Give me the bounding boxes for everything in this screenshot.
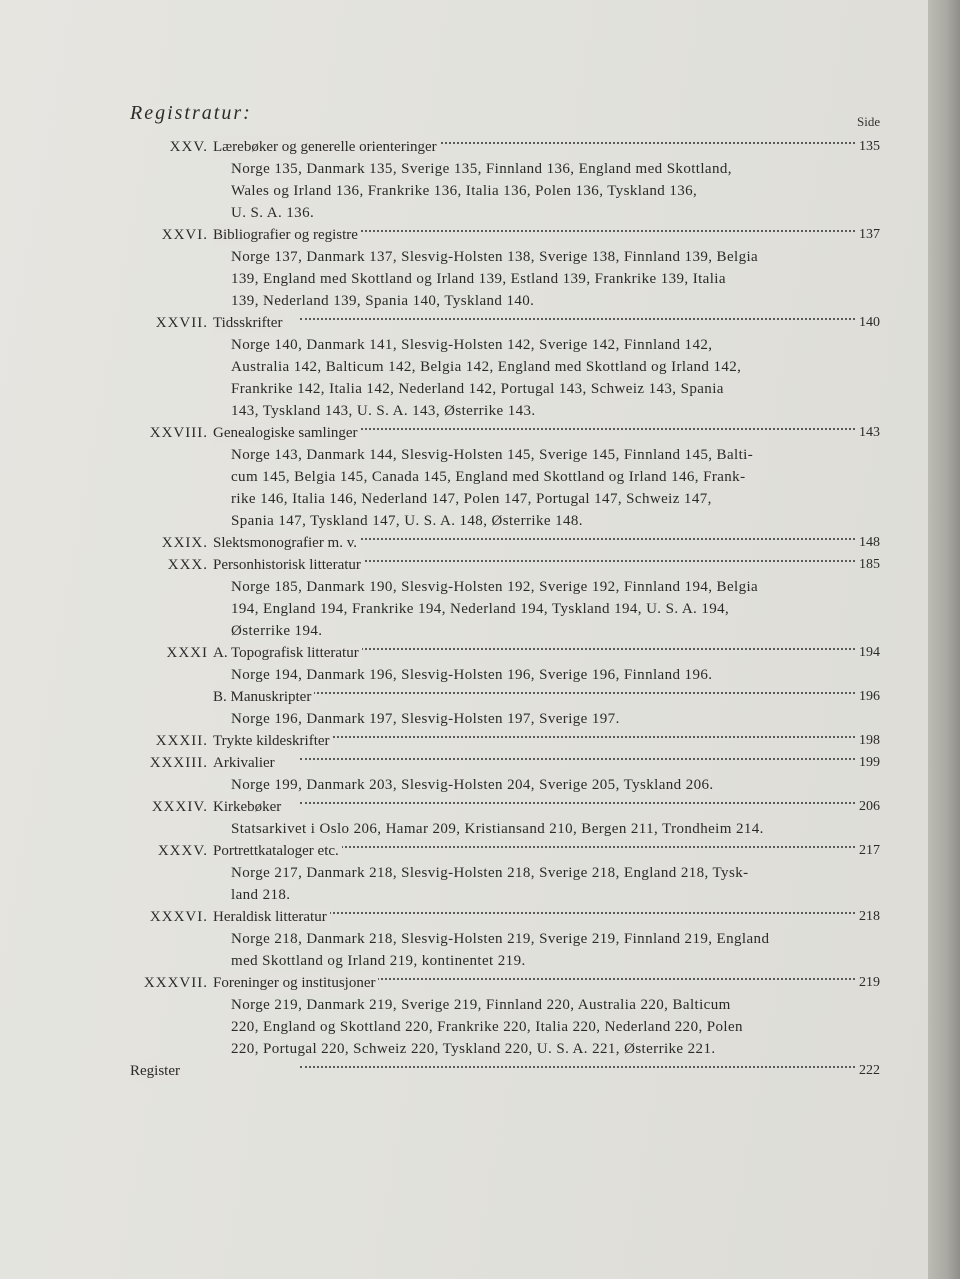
chapter-title: Personhistorisk litteratur — [213, 554, 364, 576]
chapter-title: Portrettkataloger etc. — [213, 840, 342, 862]
country-page-list: Norge 135, Danmark 135, Sverige 135, Finnland 136, England med Skottland, — [231, 161, 732, 177]
country-page-list: U. S. A. 136. — [231, 205, 315, 221]
toc-entry-line — [0, 422, 930, 444]
toc-entry — [0, 906, 930, 972]
dot-leader — [300, 318, 855, 320]
country-page-list: land 218. — [231, 887, 291, 903]
toc-entry — [0, 686, 930, 730]
chapter-title: Kirkebøker — [213, 796, 284, 818]
toc-entry — [0, 422, 930, 532]
page-number: 185 — [859, 557, 880, 572]
country-page-list: Norge 217, Danmark 218, Slesvig-Holsten 218, Sverige 218, England 218, Tysk- — [231, 865, 749, 881]
chapter-number: XXIX. — [161, 535, 208, 551]
country-page-list: Norge 218, Danmark 218, Slesvig-Holsten 219, Sverige 219, Finnland 219, England — [231, 931, 770, 947]
toc-entry — [0, 840, 930, 906]
page-heading: Registratur: — [130, 102, 252, 124]
chapter-title: Heraldisk litteratur — [213, 906, 330, 928]
toc-entry — [0, 642, 930, 686]
toc-entry — [0, 532, 930, 554]
chapter-number: XXXI — [166, 645, 208, 661]
country-page-list: Norge 219, Danmark 219, Sverige 219, Finnland 220, Australia 220, Balticum — [231, 997, 731, 1013]
toc-entry — [0, 752, 930, 796]
dot-leader — [300, 736, 855, 738]
toc-entry-line — [0, 136, 930, 158]
dot-leader — [300, 758, 855, 760]
toc-entry — [0, 224, 930, 312]
toc-entry — [0, 972, 930, 1060]
dot-leader — [300, 648, 855, 650]
country-page-list: Norge 185, Danmark 190, Slesvig-Holsten 192, Sverige 192, Finnland 194, Belgia — [231, 579, 759, 595]
dot-leader — [300, 692, 855, 694]
side-column-label: Side — [857, 114, 881, 129]
toc-entry-line — [0, 312, 930, 334]
toc-entry-line — [0, 224, 930, 246]
toc-entry-line — [0, 642, 930, 664]
page-number: 217 — [859, 843, 880, 858]
chapter-title: Bibliografier og registre — [213, 224, 361, 246]
country-page-list: cum 145, Belgia 145, Canada 145, England med Skottland og Irland 146, Frank- — [231, 469, 746, 485]
country-page-list: Norge 143, Danmark 144, Slesvig-Holsten 145, Sverige 145, Finnland 145, Balti- — [231, 447, 754, 463]
dot-leader — [300, 1066, 855, 1068]
country-page-list: 220, Portugal 220, Schweiz 220, Tyskland 220, U. S. A. 221, Østerrike 221. — [231, 1041, 716, 1057]
chapter-number: XXXV. — [157, 843, 208, 859]
country-page-list: Østerrike 194. — [231, 623, 323, 639]
toc-entry — [0, 730, 930, 752]
dot-leader — [300, 230, 855, 232]
chapter-title: B. Manuskripter — [213, 686, 314, 708]
toc-entry-register — [0, 1060, 930, 1082]
chapter-number: XXVII. — [155, 315, 208, 331]
country-page-list: 139, England med Skottland og Irland 139, Estland 139, Frankrike 139, Italia — [231, 271, 726, 287]
country-page-list: Statsarkivet i Oslo 206, Hamar 209, Kristiansand 210, Bergen 211, Trondheim 214. — [231, 821, 764, 837]
country-page-list: 143, Tyskland 143, U. S. A. 143, Østerrike 143. — [231, 403, 536, 419]
dot-leader — [300, 978, 855, 980]
toc-entry — [0, 312, 930, 422]
chapter-title: Trykte kildeskrifter — [213, 730, 333, 752]
chapter-number: XXXIII. — [149, 755, 208, 771]
chapter-number: XXXIV. — [151, 799, 208, 815]
page-number: 135 — [859, 139, 880, 154]
dot-leader — [300, 912, 855, 914]
page-number: 199 — [859, 755, 880, 770]
country-page-list: Frankrike 142, Italia 142, Nederland 142, Portugal 143, Schweiz 143, Spania — [231, 381, 724, 397]
toc-entry-line — [0, 796, 930, 818]
chapter-title: Tidsskrifter — [213, 312, 285, 334]
toc-entry-line — [0, 972, 930, 994]
dot-leader — [300, 538, 855, 540]
country-page-list: med Skottland og Irland 219, kontinentet 219. — [231, 953, 526, 969]
chapter-title: A. Topografisk litteratur — [213, 642, 362, 664]
dot-leader — [300, 428, 855, 430]
chapter-number: XXXVI. — [149, 909, 208, 925]
toc-entry-line — [0, 906, 930, 928]
dot-leader — [300, 560, 855, 562]
country-page-list: Spania 147, Tyskland 147, U. S. A. 148, Østerrike 148. — [231, 513, 583, 529]
country-page-list: 220, England og Skottland 220, Frankrike 220, Italia 220, Nederland 220, Polen — [231, 1019, 743, 1035]
chapter-title: Slektsmonografier m. v. — [213, 532, 360, 554]
chapter-title: Lærebøker og generelle orienteringer — [213, 136, 440, 158]
table-of-contents — [0, 136, 930, 1082]
page-number: 140 — [859, 315, 880, 330]
toc-entry-line — [0, 532, 930, 554]
country-page-list: Norge 199, Danmark 203, Slesvig-Holsten 204, Sverige 205, Tyskland 206. — [231, 777, 714, 793]
chapter-number: XXV. — [169, 139, 208, 155]
dot-leader — [300, 846, 855, 848]
toc-entry-line — [0, 686, 930, 708]
toc-entry-line — [0, 554, 930, 576]
chapter-number: XXXII. — [155, 733, 208, 749]
toc-entry — [0, 796, 930, 840]
page-number: 143 — [859, 425, 880, 440]
toc-entry-line — [0, 730, 930, 752]
page-number: 219 — [859, 975, 880, 990]
chapter-title: Genealogiske samlinger — [213, 422, 361, 444]
toc-entry — [0, 136, 930, 224]
page-number: 198 — [859, 733, 880, 748]
page-number: 206 — [859, 799, 880, 814]
chapter-number: XXVIII. — [149, 425, 208, 441]
page-number: 222 — [859, 1063, 880, 1078]
country-page-list: Wales og Irland 136, Frankrike 136, Italia 136, Polen 136, Tyskland 136, — [231, 183, 698, 199]
toc-entry-line — [0, 840, 930, 862]
country-page-list: rike 146, Italia 146, Nederland 147, Polen 147, Portugal 147, Schweiz 147, — [231, 491, 712, 507]
toc-entry-line — [0, 752, 930, 774]
country-page-list: Norge 137, Danmark 137, Slesvig-Holsten 138, Sverige 138, Finnland 139, Belgia — [231, 249, 759, 265]
chapter-number: XXVI. — [161, 227, 208, 243]
country-page-list: Norge 196, Danmark 197, Slesvig-Holsten 197, Sverige 197. — [231, 711, 620, 727]
chapter-title: Arkivalier — [213, 752, 278, 774]
country-page-list: Norge 140, Danmark 141, Slesvig-Holsten 142, Sverige 142, Finnland 142, — [231, 337, 713, 353]
page-number: 196 — [859, 689, 880, 704]
country-page-list: Australia 142, Balticum 142, Belgia 142, England med Skottland og Irland 142, — [231, 359, 742, 375]
dot-leader — [300, 802, 855, 804]
page-number: 148 — [859, 535, 880, 550]
page-number: 218 — [859, 909, 880, 924]
toc-entry — [0, 554, 930, 642]
chapter-number: XXXVII. — [143, 975, 208, 991]
page-number: 137 — [859, 227, 880, 242]
page-number: 194 — [859, 645, 880, 660]
register-title: Register — [130, 1060, 183, 1082]
chapter-number: XXX. — [167, 557, 208, 573]
page-edge — [928, 0, 960, 1279]
country-page-list: 139, Nederland 139, Spania 140, Tyskland 140. — [231, 293, 535, 309]
country-page-list: Norge 194, Danmark 196, Slesvig-Holsten 196, Sverige 196, Finnland 196. — [231, 667, 713, 683]
country-page-list: 194, England 194, Frankrike 194, Nederland 194, Tyskland 194, U. S. A. 194, — [231, 601, 730, 617]
toc-entry-line — [0, 1060, 930, 1082]
chapter-title: Foreninger og institusjoner — [213, 972, 378, 994]
